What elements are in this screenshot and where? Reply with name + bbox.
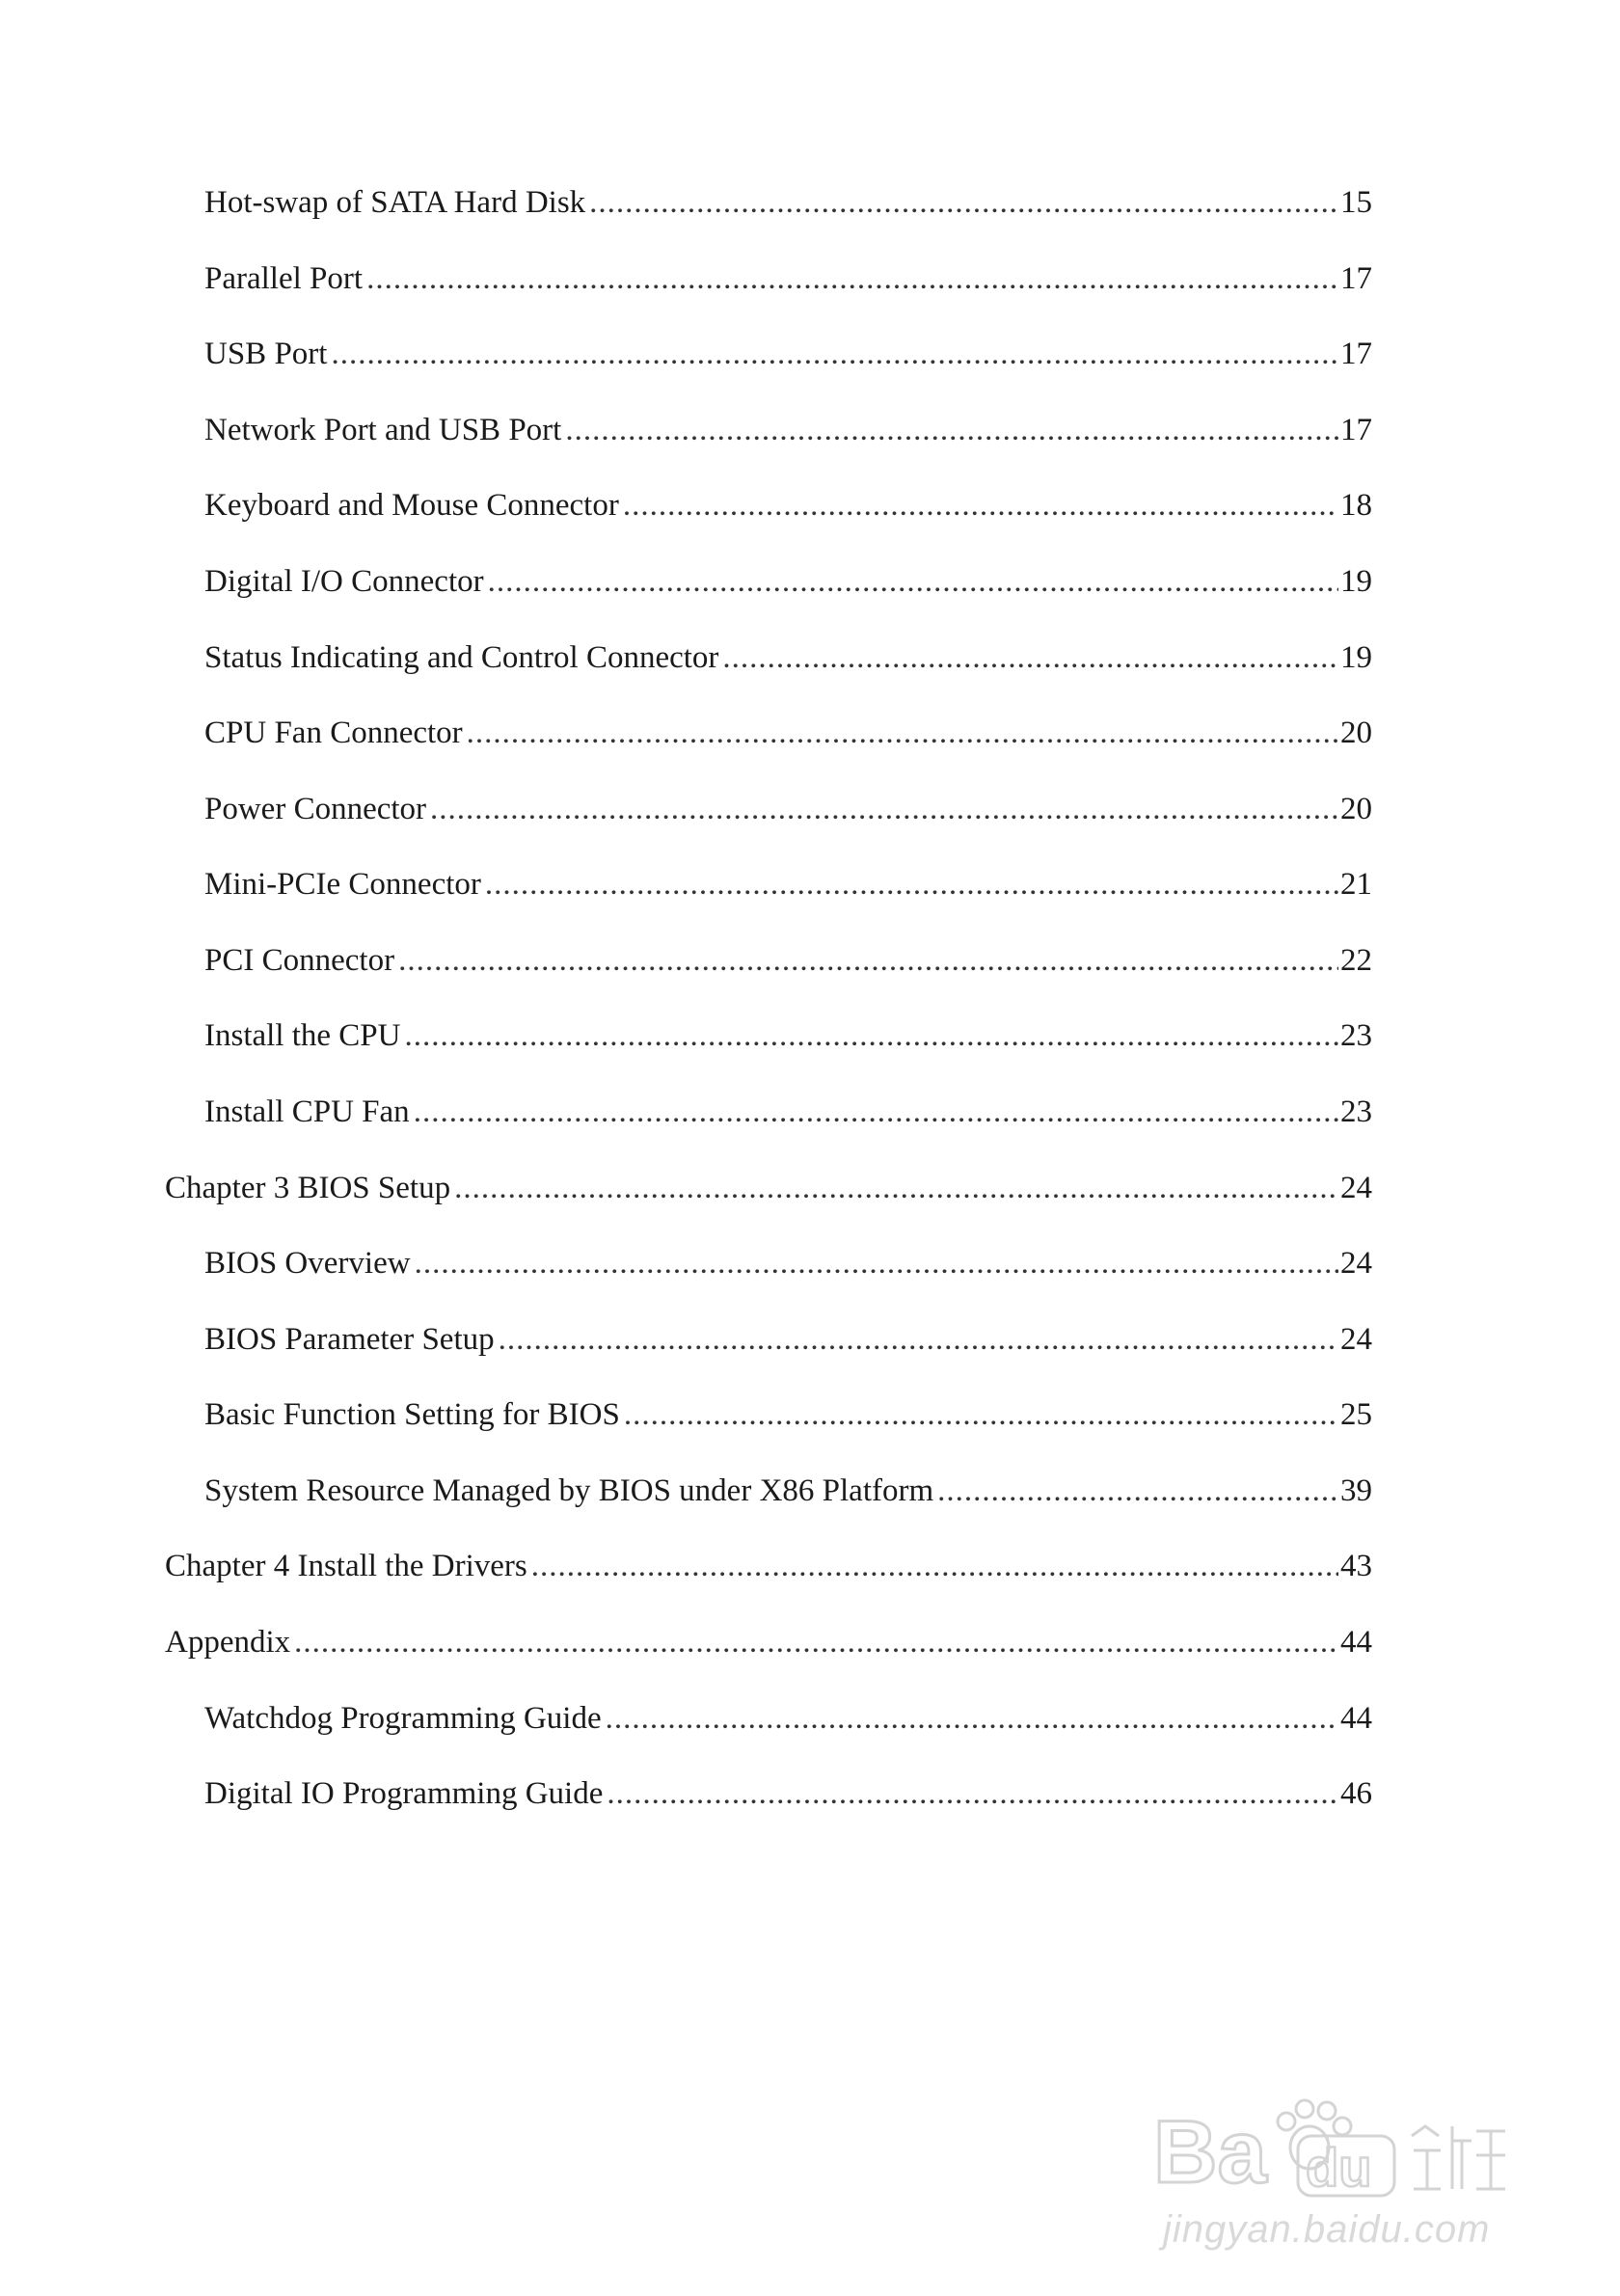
toc-dot-leader: [623, 481, 1338, 529]
watermark-url: jingyan.baidu.com: [1163, 2208, 1491, 2251]
toc-entry[interactable]: [204, 178, 1372, 227]
toc-dot-leader: [607, 1769, 1338, 1818]
toc-entry[interactable]: [204, 1315, 1372, 1364]
toc-entry[interactable]: [204, 634, 1372, 682]
toc-entry[interactable]: [204, 936, 1372, 985]
toc-entry-title: Parallel Port: [204, 261, 364, 296]
toc-entry-page: 23: [1340, 1094, 1372, 1129]
toc-entry-page: 44: [1340, 1625, 1372, 1660]
toc-entry-page: 20: [1340, 716, 1372, 750]
toc-entry-chapter[interactable]: [165, 1618, 1372, 1666]
toc-dot-leader: [405, 1012, 1339, 1060]
toc-entry-page: 17: [1340, 413, 1372, 447]
toc-entry-title: Watchdog Programming Guide: [204, 1701, 602, 1736]
toc-entry[interactable]: [204, 860, 1372, 908]
toc-entry-page: 23: [1340, 1018, 1372, 1053]
toc-entry[interactable]: [204, 1088, 1372, 1136]
toc-entry[interactable]: [204, 785, 1372, 833]
toc-entry[interactable]: [204, 1694, 1372, 1742]
toc-entry-page: 24: [1340, 1171, 1372, 1205]
toc-dot-leader: [331, 330, 1338, 378]
toc-dot-leader: [467, 709, 1338, 757]
toc-entry-page: 18: [1340, 488, 1372, 523]
toc-dot-leader: [937, 1467, 1338, 1515]
toc-entry-title: USB Port: [204, 337, 328, 371]
toc-dot-leader: [606, 1694, 1338, 1742]
toc-entry-page: 46: [1340, 1776, 1372, 1811]
toc-entry-title: Keyboard and Mouse Connector: [204, 488, 619, 523]
toc-dot-leader: [624, 1391, 1338, 1439]
toc-entry-title: Digital IO Programming Guide: [204, 1776, 604, 1811]
toc-entry-title: BIOS Parameter Setup: [204, 1322, 495, 1357]
toc-entry-title: Status Indicating and Control Connector: [204, 640, 719, 675]
toc-entry-title: Basic Function Setting for BIOS: [204, 1397, 620, 1432]
toc-entry[interactable]: [204, 1769, 1372, 1818]
toc-entry-page: 20: [1340, 792, 1372, 826]
toc-dot-leader: [366, 255, 1338, 303]
toc-entry-title: CPU Fan Connector: [204, 716, 463, 750]
toc-dot-leader: [589, 178, 1338, 227]
toc-entry-page: 19: [1340, 564, 1372, 599]
svg-text:du: du: [1306, 2137, 1372, 2198]
toc-entry-page: 15: [1340, 185, 1372, 220]
toc-entry[interactable]: [204, 557, 1372, 606]
toc-entry[interactable]: [204, 1239, 1372, 1287]
toc-entry-chapter[interactable]: [165, 1542, 1372, 1590]
toc-entry[interactable]: [204, 330, 1372, 378]
toc-entry-page: 25: [1340, 1397, 1372, 1432]
toc-entry-page: 44: [1340, 1701, 1372, 1736]
toc-entry-page: 39: [1340, 1473, 1372, 1508]
toc-dot-leader: [430, 785, 1338, 833]
toc-dot-leader: [565, 406, 1338, 454]
toc-entry-title: System Resource Managed by BIOS under X86 Platform: [204, 1473, 934, 1508]
toc-dot-leader: [415, 1239, 1338, 1287]
toc-entry[interactable]: [204, 255, 1372, 303]
toc-entry-page: 24: [1340, 1246, 1372, 1281]
toc-entry-chapter[interactable]: [165, 1164, 1372, 1212]
toc-entry-title: Mini-PCIe Connector: [204, 867, 481, 902]
toc-entry-title: Install the CPU: [204, 1018, 401, 1053]
toc-entry-page: 17: [1340, 337, 1372, 371]
toc-dot-leader: [499, 1315, 1338, 1364]
toc-entry-page: 22: [1340, 943, 1372, 978]
toc-entry-title: Appendix: [165, 1625, 291, 1660]
toc-entry[interactable]: [204, 1012, 1372, 1060]
toc-entry-title: PCI Connector: [204, 943, 395, 978]
toc-entry-title: Chapter 3 BIOS Setup: [165, 1171, 451, 1205]
toc-dot-leader: [531, 1542, 1338, 1590]
toc-dot-leader: [454, 1164, 1338, 1212]
toc-entry-title: Chapter 4 Install the Drivers: [165, 1549, 527, 1583]
toc-entry-page: 43: [1340, 1549, 1372, 1583]
toc-dot-leader: [722, 634, 1338, 682]
toc-entry[interactable]: [204, 1391, 1372, 1439]
toc-entry[interactable]: [204, 709, 1372, 757]
toc-dot-leader: [488, 557, 1338, 606]
toc-dot-leader: [414, 1088, 1338, 1136]
svg-text:Ba: Ba: [1153, 2103, 1267, 2201]
toc-entry[interactable]: [204, 481, 1372, 529]
toc-dot-leader: [485, 860, 1338, 908]
toc-dot-leader: [294, 1618, 1338, 1666]
baidu-jingyan-watermark: [1153, 2068, 1539, 2261]
toc-entry-page: 19: [1340, 640, 1372, 675]
toc-entry-title: Hot-swap of SATA Hard Disk: [204, 185, 586, 220]
toc-entry-title: Power Connector: [204, 792, 427, 826]
toc-entry-page: 21: [1340, 867, 1372, 902]
toc-entry-title: Install CPU Fan: [204, 1094, 410, 1129]
toc-entry-title: Digital I/O Connector: [204, 564, 484, 599]
toc-entry-title: BIOS Overview: [204, 1246, 411, 1281]
toc-entry-title: Network Port and USB Port: [204, 413, 562, 447]
toc-entry-page: 24: [1340, 1322, 1372, 1357]
baidu-logo-icon: [1153, 2097, 1539, 2203]
toc-entry-page: 17: [1340, 261, 1372, 296]
toc-entry[interactable]: [204, 1467, 1372, 1515]
toc-entry[interactable]: [204, 406, 1372, 454]
toc-dot-leader: [398, 936, 1338, 985]
